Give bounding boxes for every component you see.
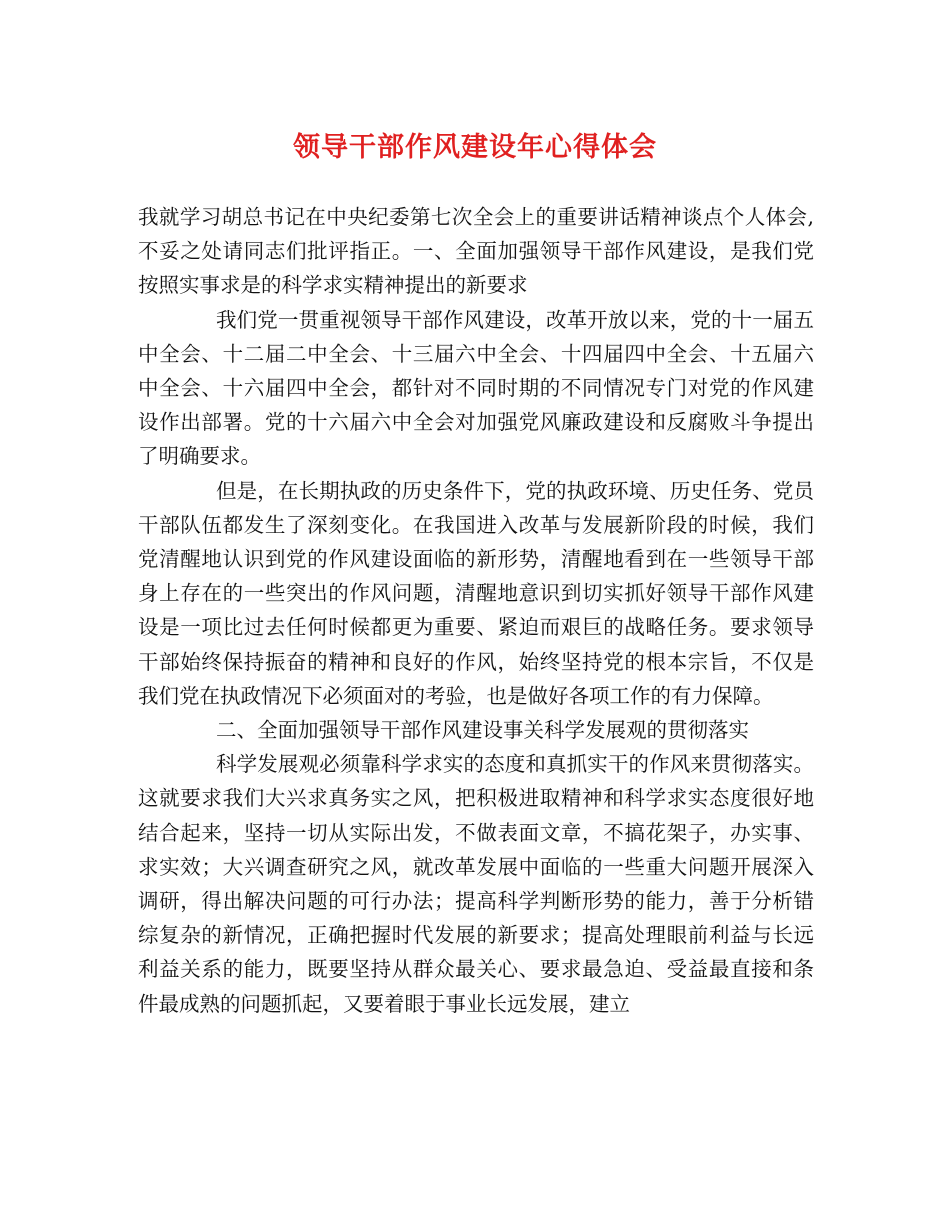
paragraph-context: 但是，在长期执政的历史条件下，党的执政环境、历史任务、党员干部队伍都发生了深刻变化。在我国进入改革与发展新阶段的时候，我们党清醒地认识到党的作风建设面临的新形势，清醒地看到在一些领导干部身上存在的一些突出的作风问题，清醒地意识到切实抓好领导干部作风建设是一项比过去任何时候都更为重要、紧迫而艰巨的战略任务。要求领导干部始终保持振奋的精神和良好的作风，始终坚持党的根本宗旨，不仅是我们党在执政情况下必须面对的考验，也是做好各项工作的有力保障。 [138, 478, 814, 708]
paragraph-scientific-development: 科学发展观必须靠科学求实的态度和真抓实干的作风来贯彻落实。这就要求我们大兴求真务实之风，把积极进取精神和科学求实态度很好地结合起来，坚持一切从实际出发，不做表面文章，不搞花架子，办实事、求实效；大兴调查研究之风，就改革发展中面临的一些重大问题开展深入调研，得出解决问题的可行办法；提高科学判断形势的能力，善于分析错综复杂的新情况，正确把握时代发展的新要求；提高处理眼前利益与长远利益关系的能力，既要坚持从群众最关心、要求最急迫、受益最直接和条件最成熟的问题抓起，又要着眼于事业长远发展，建立 [138, 752, 814, 1016]
document-title: 领导干部作风建设年心得体会 [293, 132, 657, 163]
paragraph-history: 我们党一贯重视领导干部作风建设，改革开放以来，党的十一届五中全会、十二届二中全会、十三届六中全会、十四届四中全会、十五届六中全会、十六届四中全会，都针对不同时期的不同情况专门对党的作风建设作出部署。党的十六届六中全会对加强党风廉政建设和反腐败斗争提出了明确要求。 [138, 307, 814, 469]
paragraph-intro: 我就学习胡总书记在中央纪委第七次全会上的重要讲话精神谈点个人体会,不妥之处请同志们批评指正。一、全面加强领导干部作风建设，是我们党按照实事求是的科学求实精神提出的新要求 [138, 205, 814, 298]
section-heading-two: 二、全面加强领导干部作风建设事关科学发展观的贯彻落实 [216, 718, 749, 743]
document-body [138, 200, 814, 1021]
